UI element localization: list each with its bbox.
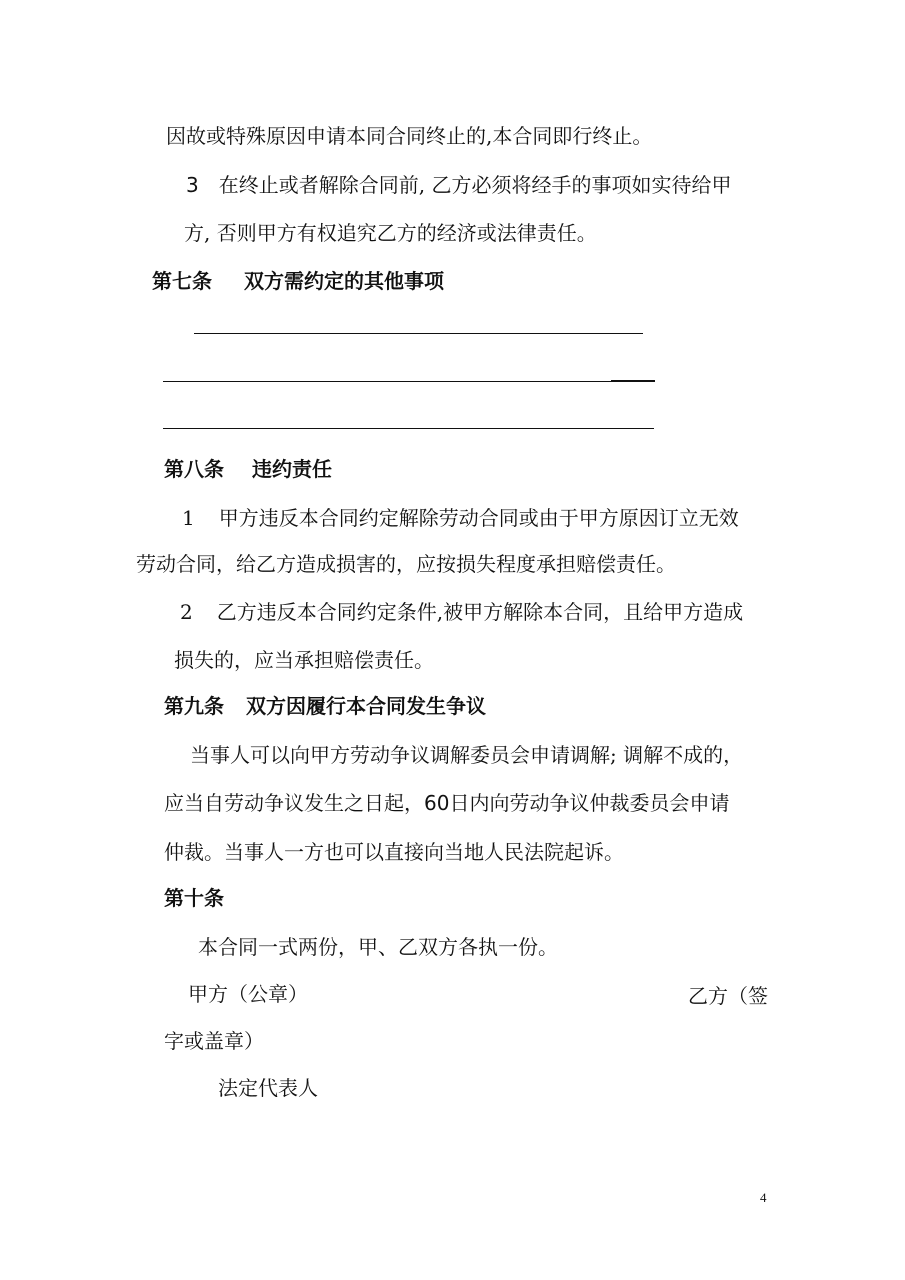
clause-number: 2	[180, 600, 193, 624]
article-label: 第九条	[164, 694, 224, 718]
party-b-label: 乙方（签	[688, 984, 768, 1008]
article-heading	[164, 456, 332, 482]
clause-item	[180, 599, 743, 625]
page-number: 4	[760, 1190, 767, 1205]
fill-in-line	[163, 428, 654, 429]
clause-text: 甲方违反本合同约定解除劳动合同或由于甲方原因订立无效	[218, 506, 739, 530]
number-value: 60	[424, 791, 450, 815]
fill-in-line	[194, 333, 643, 334]
clause-number: 1	[182, 506, 195, 530]
legal-representative-label: 法定代表人	[218, 1076, 318, 1100]
article-heading	[152, 268, 444, 294]
text-segment: 日内向劳动争议仲裁委员会申请	[449, 791, 730, 815]
article-label: 第十条	[164, 886, 224, 910]
paragraph-line: 因故或特殊原因申请本同合同终止的,本合同即行终止。	[166, 124, 653, 148]
clause-number: 3	[186, 173, 199, 197]
fill-in-line	[163, 381, 611, 382]
article-title: 违约责任	[252, 457, 332, 481]
fill-in-line	[611, 380, 655, 382]
article-heading	[164, 693, 486, 719]
party-a-label: 甲方（公章）	[188, 982, 308, 1006]
text-segment: 应当自劳动争议发生之日起，	[164, 791, 424, 815]
article-label: 第七条	[152, 269, 212, 293]
paragraph-line: 当事人可以向甲方劳动争议调解委员会申请调解; 调解不成的，	[190, 743, 744, 767]
paragraph-line: 劳动合同，给乙方造成损害的，应按损失程度承担赔偿责任。	[136, 552, 676, 576]
clause-text: 在终止或者解除合同前, 乙方必须将经手的事项如实待给甲	[218, 173, 732, 197]
paragraph-line	[164, 790, 729, 816]
article-title: 双方需约定的其他事项	[244, 269, 444, 293]
clause-item	[186, 172, 731, 198]
article-label: 第八条	[164, 457, 224, 481]
paragraph-line: 仲裁。当事人一方也可以直接向当地人民法院起诉。	[164, 840, 624, 864]
article-title: 双方因履行本合同发生争议	[246, 694, 486, 718]
clause-text: 乙方违反本合同约定条件,被甲方解除本合同，且给甲方造成	[216, 600, 744, 624]
paragraph-line: 方, 否则甲方有权追究乙方的经济或法律责任。	[184, 221, 597, 245]
party-b-label-cont: 字或盖章）	[164, 1029, 264, 1053]
clause-item	[182, 505, 739, 531]
paragraph-line: 本合同一式两份，甲、乙双方各执一份。	[198, 935, 558, 959]
paragraph-line: 损失的，应当承担赔偿责任。	[174, 648, 434, 672]
